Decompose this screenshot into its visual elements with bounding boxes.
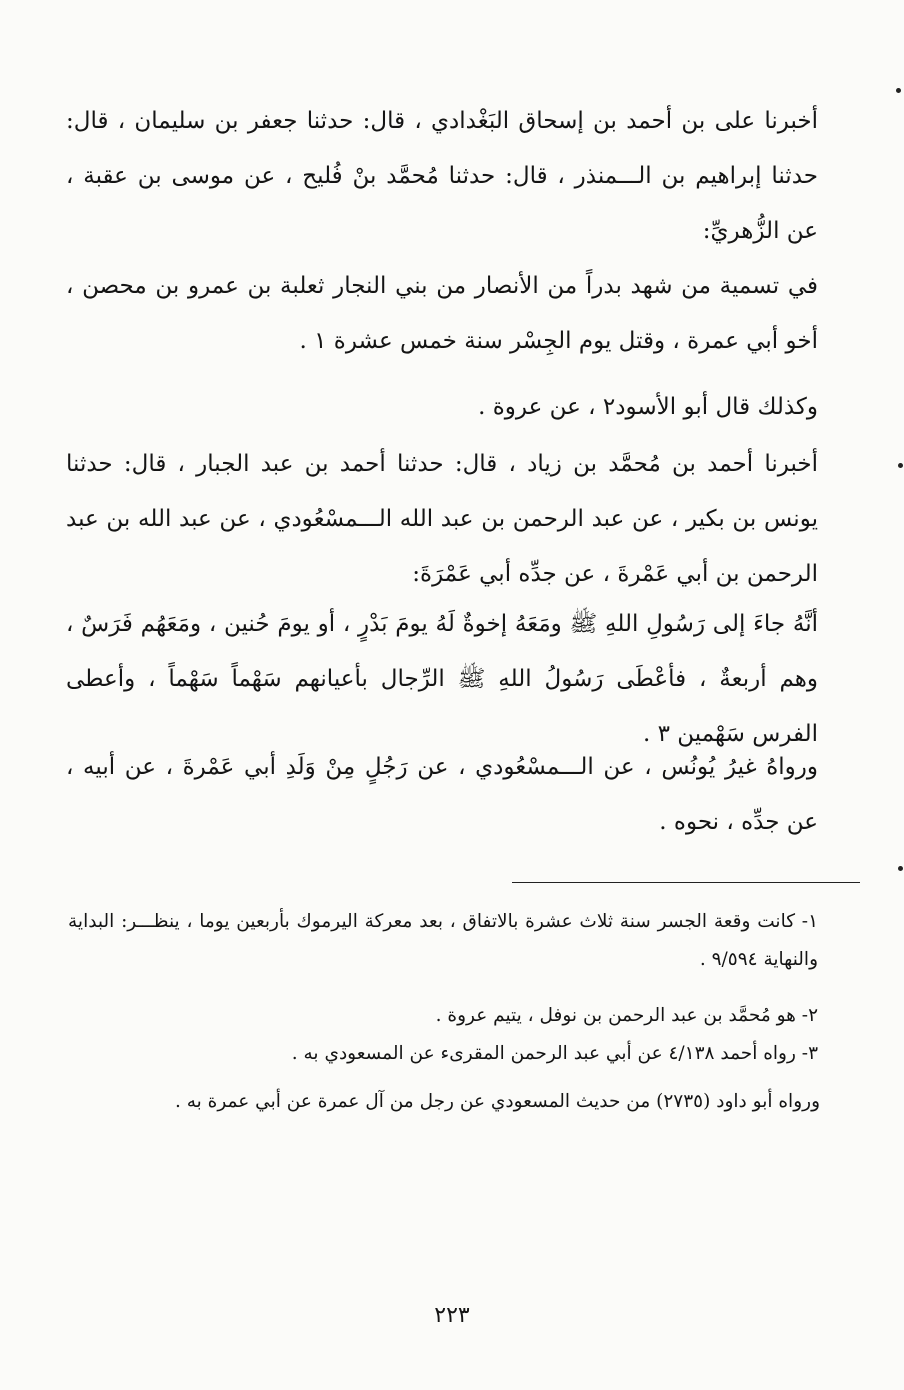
margin-mark (896, 88, 901, 93)
paragraph-isnad-1: أخبرنا على بن أحمد بن إسحاق البَغْدادي ، قال: حدثنا جعفر بن سليمان ، قال: حدثنا إبراهيم بن الـــمنذر ، قال: حدثنا مُحمَّد بنْ فُليح ، عن موسى بن عقبة ، عن الزُّهريِّ: (66, 108, 818, 244)
footnote-1: ١- كانت وقعة الجسر سنة ثلاث عشرة بالاتفاق ، بعد معركة اليرموك بأربعين يوما ، ينظـــر: البداية والنهاية ٩/٥٩٤ . (68, 911, 818, 970)
footnote-separator (512, 882, 860, 883)
margin-mark (898, 463, 903, 468)
paragraph-matn-1: في تسمية من شهد بدراً من الأنصار من بني النجار ثعلبة بن عمرو بن محصن ، أخو أبي عمرة ، وقتل يوم الجِسْر سنة خمس عشرة ١ . (66, 273, 818, 354)
footnote-2: ٢- هو مُحمَّد بن عبد الرحمن بن نوفل ، يتيم عروة . (435, 1005, 818, 1026)
footnote-3: ٣- رواه أحمد ٤/١٣٨ عن أبي عبد الرحمن المقرىء عن المسعودي به . (291, 1043, 818, 1064)
footnote-3-continuation: ورواه أبو داود (٢٧٣٥) من حديث المسعودي عن رجل من آل عمرة عن أبي عمرة به . (174, 1091, 820, 1112)
paragraph-matn-2: أنَّهُ جاءَ إلى رَسُولِ اللهِ ﷺ ومَعَهُ إخوةٌ لَهُ يومَ بَدْرٍ ، أو يومَ حُنين ، ومَعَهُم فَرَسٌ ، وهم أربعةٌ ، فأعْطَى رَسُولُ اللهِ ﷺ الرِّجال بأعيانهم سَهْماً سَهْماً ، وأعطى الفرس سَهْمين ٣ . (66, 611, 818, 747)
margin-mark (898, 866, 903, 871)
paragraph-isnad-2: أخبرنا أحمد بن مُحمَّد بن زياد ، قال: حدثنا أحمد بن عبد الجبار ، قال: حدثنا يونس بن بكير ، عن عبد الرحمن بن عبد الله الـــمسْعُودي ، عن عبد الله بن عبد الرحمن بن أبي عَمْرةَ ، عن جدِّه أبي عَمْرَةَ: (66, 451, 818, 587)
paragraph-riwaya: ورواهُ غيرُ يُونُس ، عن الـــمسْعُودي ، عن رَجُلٍ مِنْ وَلَدِ أبي عَمْرةَ ، عن أبيه ، عن جدِّه ، نحوه . (66, 754, 818, 835)
paragraph-note-aswad: وكذلك قال أبو الأسود٢ ، عن عروة . (478, 394, 818, 420)
page-number: ٢٢٣ (434, 1303, 470, 1328)
